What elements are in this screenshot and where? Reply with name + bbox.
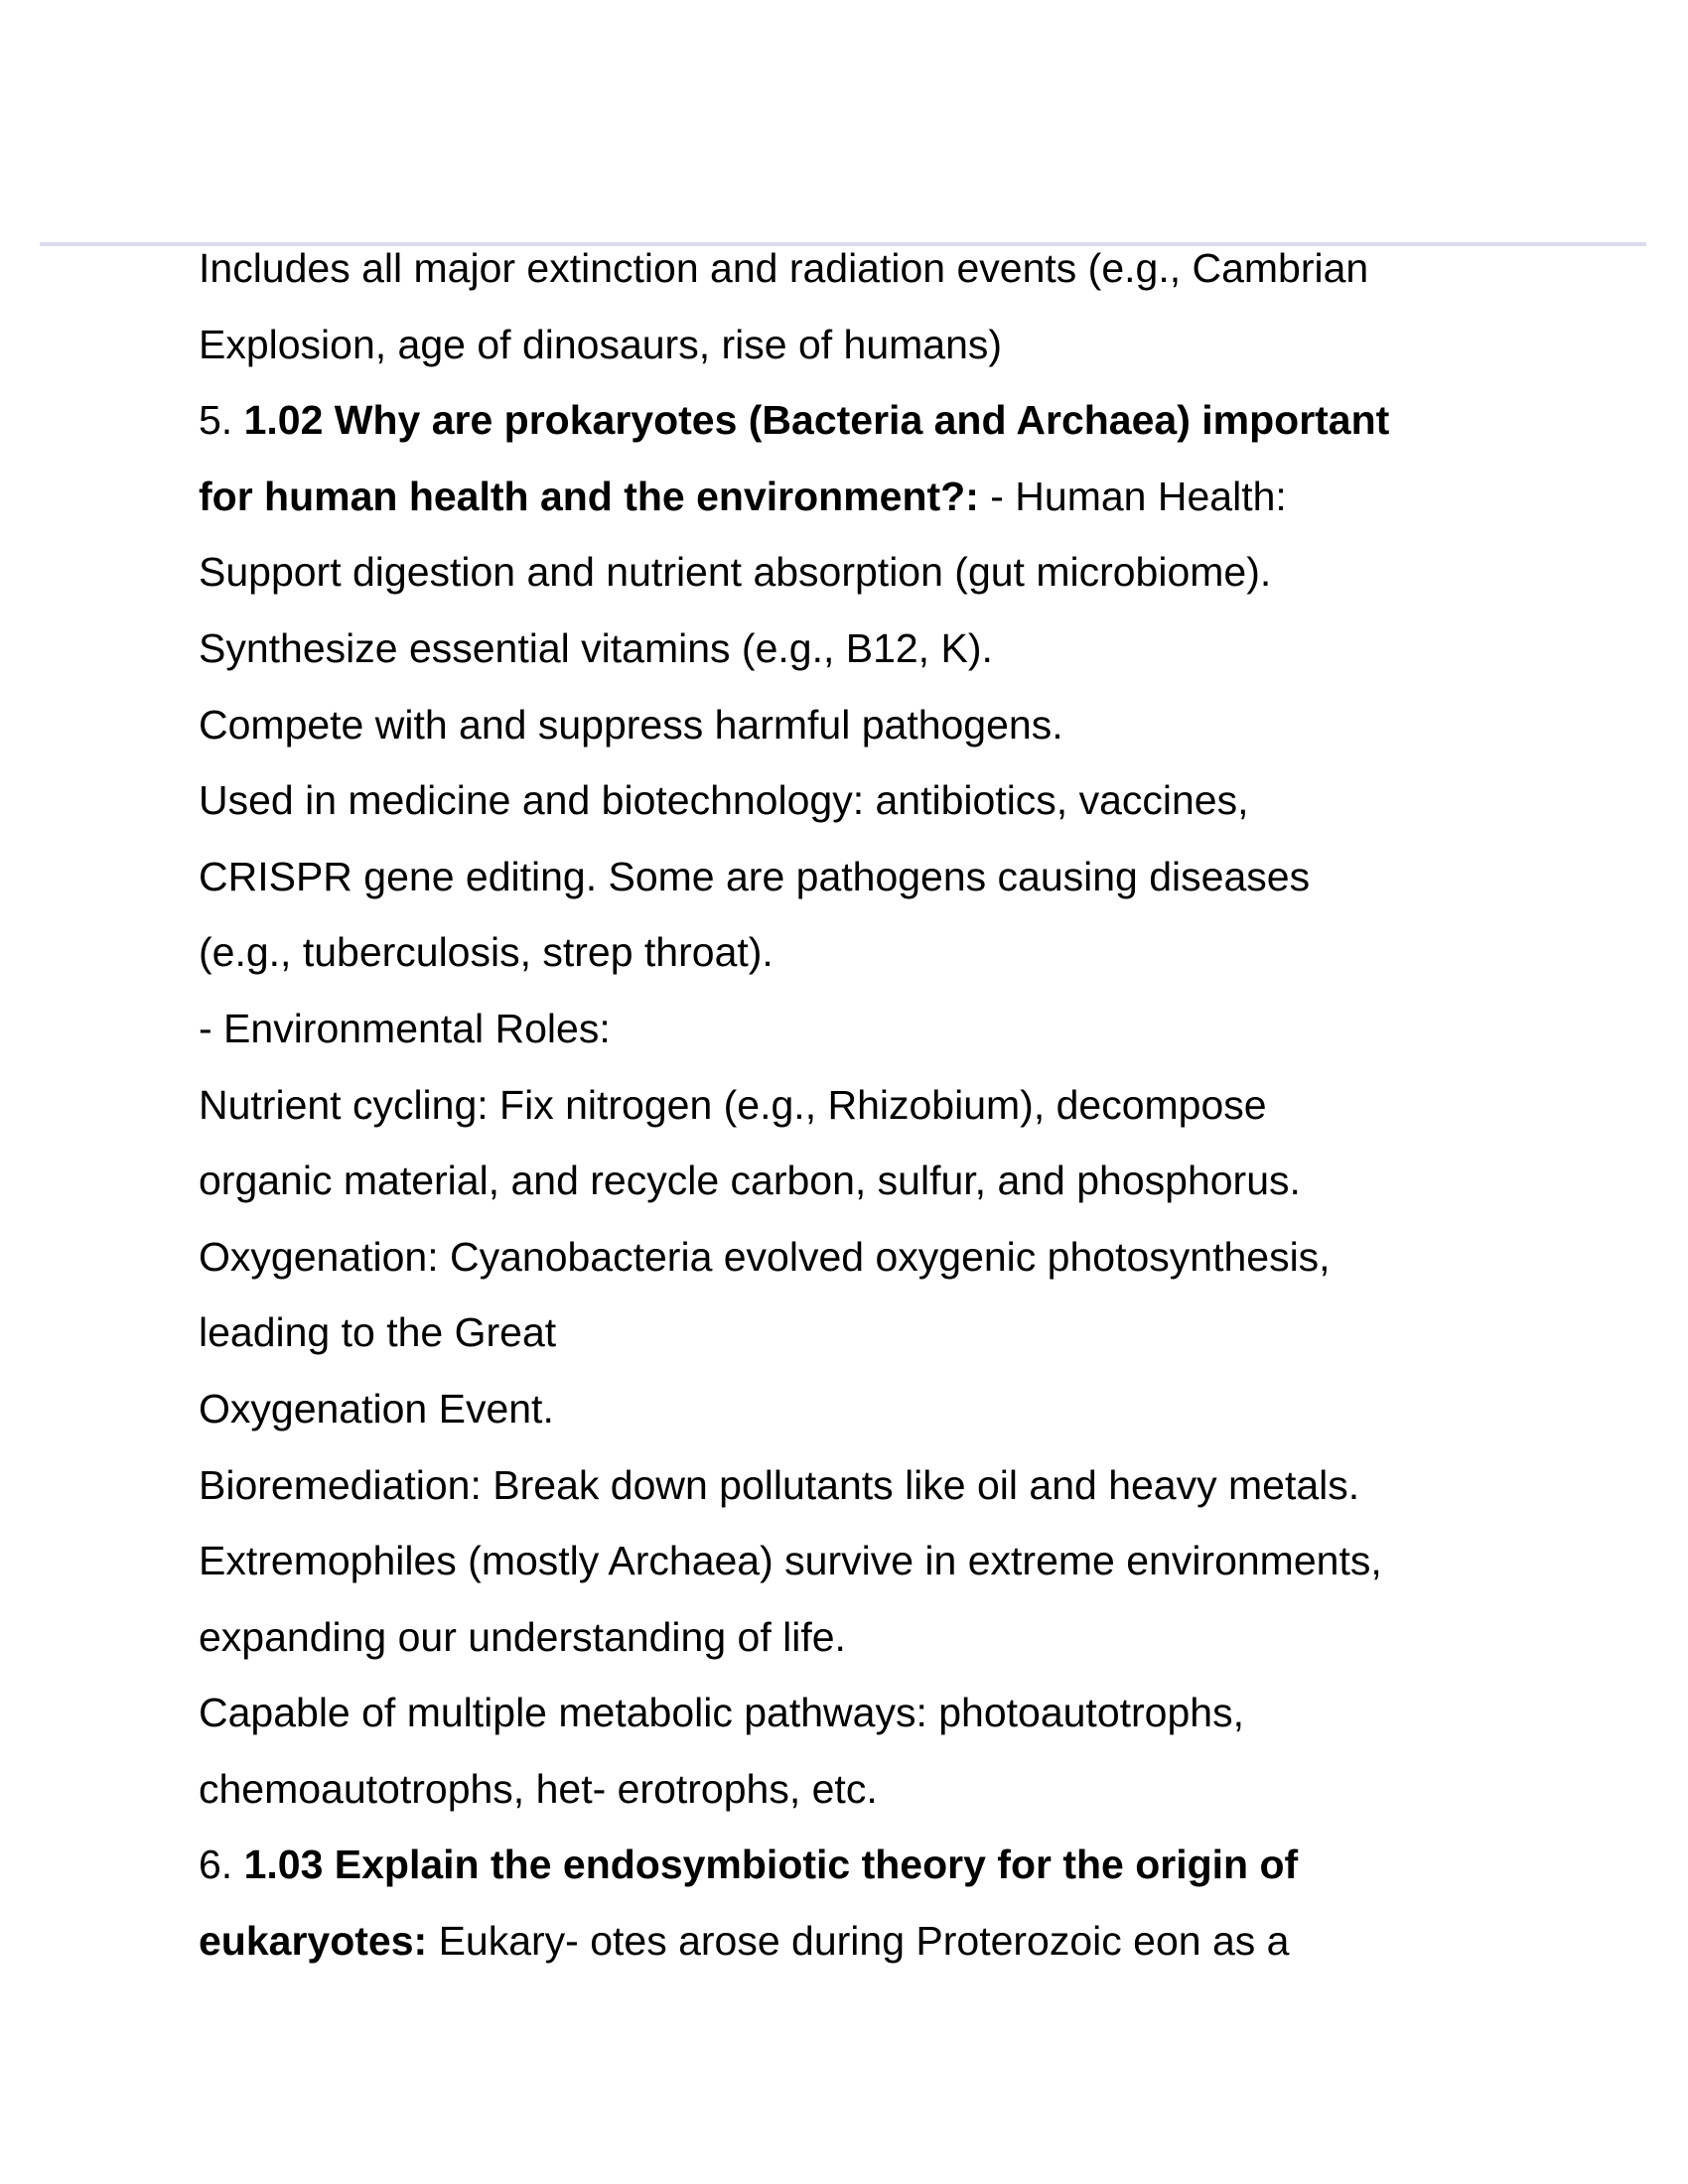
- text-line: [199, 1523, 1569, 1599]
- text-segment: Support digestion and nutrient absorption (gut microbiome).: [199, 549, 1272, 596]
- text-segment: Oxygenation Event.: [199, 1385, 554, 1432]
- text-segment: Extremophiles (mostly Archaea) survive in extreme environments,: [199, 1538, 1382, 1584]
- text-segment: Synthesize essential vitamins (e.g., B12, K).: [199, 624, 993, 671]
- text-segment: Explosion, age of dinosaurs, rise of humans): [199, 321, 1003, 367]
- text-segment: - Human Health:: [978, 473, 1287, 519]
- text-segment: - Environmental Roles:: [199, 1005, 611, 1051]
- bold-text-segment: 1.02 Why are prokaryotes (Bacteria and Archaea) important: [243, 397, 1390, 444]
- text-line: [199, 1143, 1569, 1219]
- text-segment: Includes all major extinction and radiation events (e.g., Cambrian: [199, 245, 1369, 291]
- text-line: [199, 991, 1569, 1067]
- text-line: [199, 307, 1569, 383]
- text-line: [199, 1067, 1569, 1144]
- text-line: [199, 1447, 1569, 1524]
- bold-text-segment: eukaryotes:: [199, 1918, 428, 1965]
- text-line: [199, 382, 1569, 459]
- text-segment: Eukary- otes arose during Proterozoic eon as a: [427, 1918, 1290, 1965]
- text-line: [199, 914, 1569, 991]
- text-line: [199, 1219, 1569, 1296]
- text-line: [199, 230, 1569, 307]
- bold-text-segment: for human health and the environment?:: [199, 473, 979, 519]
- text-line: [199, 1903, 1569, 1979]
- text-line: [199, 1599, 1569, 1676]
- text-line: [199, 611, 1569, 687]
- text-segment: 6.: [199, 1842, 244, 1888]
- text-line: [199, 534, 1569, 611]
- text-segment: Capable of multiple metabolic pathways: photoautotrophs,: [199, 1690, 1244, 1736]
- text-line: [199, 1371, 1569, 1447]
- text-segment: Oxygenation: Cyanobacteria evolved oxygenic photosynthesis,: [199, 1233, 1331, 1280]
- text-line: [199, 1675, 1569, 1751]
- text-line: [199, 762, 1569, 839]
- text-segment: CRISPR gene editing. Some are pathogens causing diseases: [199, 853, 1311, 899]
- text-segment: expanding our understanding of life.: [199, 1613, 846, 1660]
- text-segment: organic material, and recycle carbon, sulfur, and phosphorus.: [199, 1158, 1301, 1204]
- text-segment: Used in medicine and biotechnology: antibiotics, vaccines,: [199, 777, 1249, 824]
- text-line: [199, 459, 1569, 535]
- text-segment: Nutrient cycling: Fix nitrogen (e.g., Rhizobium), decompose: [199, 1081, 1267, 1128]
- text-line: [199, 687, 1569, 763]
- text-line: [199, 839, 1569, 915]
- text-line: [199, 1827, 1569, 1903]
- text-segment: chemoautotrophs, het- erotrophs, etc.: [199, 1765, 878, 1812]
- text-segment: leading to the Great: [199, 1309, 557, 1356]
- text-segment: Compete with and suppress harmful pathogens.: [199, 701, 1063, 748]
- text-segment: Bioremediation: Break down pollutants like oil and heavy metals.: [199, 1461, 1360, 1508]
- text-line: [199, 1751, 1569, 1828]
- text-line: [199, 1295, 1569, 1371]
- text-segment: 5.: [199, 397, 244, 444]
- text-segment: (e.g., tuberculosis, strep throat).: [199, 929, 774, 976]
- document-body: [199, 230, 1569, 1979]
- bold-text-segment: 1.03 Explain the endosymbiotic theory for the origin of: [243, 1842, 1299, 1888]
